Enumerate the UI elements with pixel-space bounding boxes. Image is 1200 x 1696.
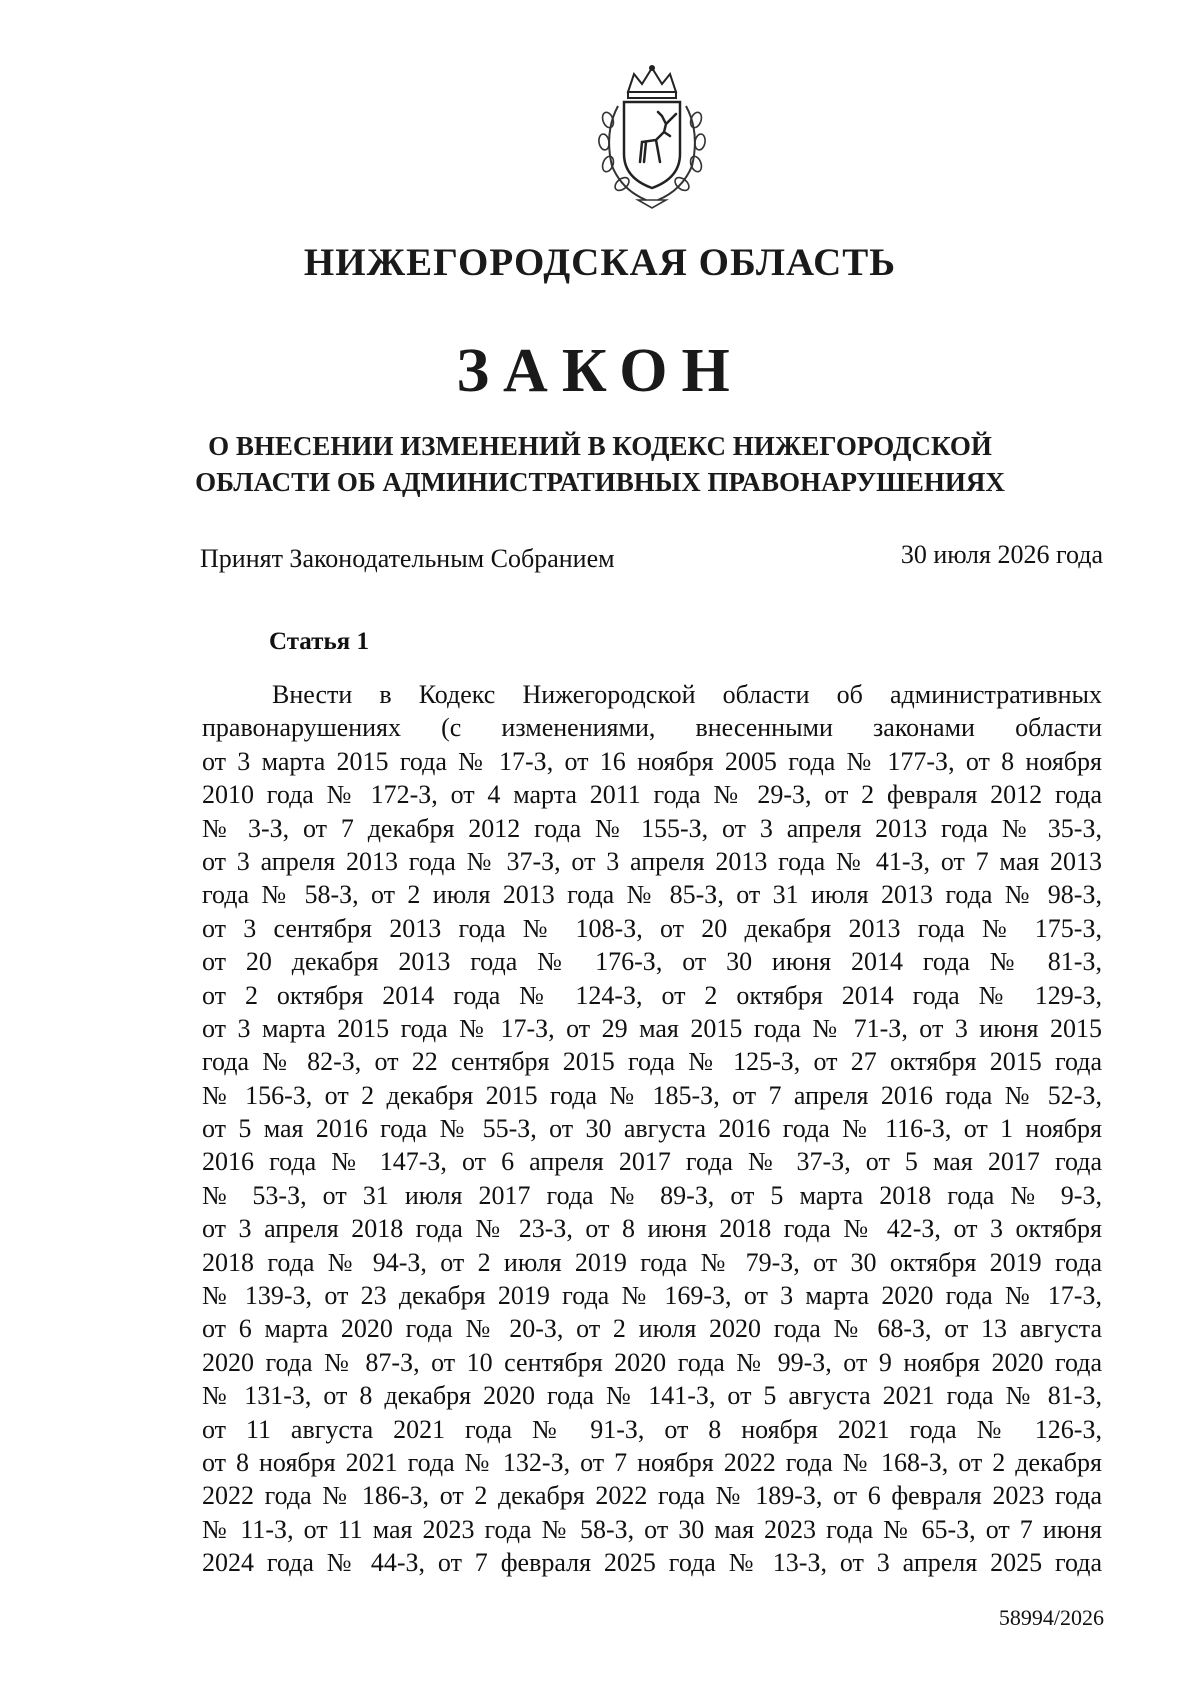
article-line: от 3 марта 2015 года № 17-З, от 16 ноября 2005 года № 177-З, от 8 ноября [202,746,1102,776]
document-type-title: ЗАКОН [456,337,744,405]
law-subject-line: ОБЛАСТИ ОБ АДМИНИСТРАТИВНЫХ ПРАВОНАРУШЕНИЯХ [195,467,1005,497]
article-line: правонарушениях (с изменениями, внесенными законами области [202,713,1102,743]
adoption-date: 30 июля 2026 года [900,540,1103,569]
article-line: 2016 года № 147-З, от 6 апреля 2017 года № 37-З, от 5 мая 2017 года [202,1147,1102,1177]
article-line: 2022 года № 186-З, от 2 декабря 2022 года № 189-З, от 6 февраля 2023 года [202,1481,1102,1511]
article-line: от 20 декабря 2013 года № 176-З, от 30 июня 2014 года № 81-З, [202,947,1102,977]
article-line: от 5 мая 2016 года № 55-З, от 30 августа 2016 года № 116-З, от 1 ноября [202,1114,1102,1144]
article-line: от 3 апреля 2018 года № 23-З, от 8 июня 2018 года № 42-З, от 3 октября [202,1214,1102,1244]
article-line: № 131-З, от 8 декабря 2020 года № 141-З, от 5 августа 2021 года № 81-З, [202,1381,1102,1411]
article-line: № 11-З, от 11 мая 2023 года № 58-З, от 30 мая 2023 года № 65-З, от 7 июня [202,1514,1102,1544]
article-line: от 8 ноября 2021 года № 132-З, от 7 ноября 2022 года № 168-З, от 2 декабря [202,1447,1102,1477]
article-line: от 3 марта 2015 года № 17-З, от 29 мая 2015 года № 71-З, от 3 июня 2015 [202,1013,1102,1043]
article-line: № 139-З, от 23 декабря 2019 года № 169-З, от 3 марта 2020 года № 17-З, [202,1281,1102,1311]
article-line: № 3-З, от 7 декабря 2012 года № 155-З, от 3 апреля 2013 года № 35-З, [202,813,1102,843]
article-line: года № 58-З, от 2 июля 2013 года № 85-З, от 31 июля 2013 года № 98-З, [202,880,1102,910]
region-title: НИЖЕГОРОДСКАЯ ОБЛАСТЬ [303,241,897,284]
article-line: 2010 года № 172-З, от 4 марта 2011 года № 29-З, от 2 февраля 2012 года [202,780,1102,810]
article-line: 2024 года № 44-З, от 7 февраля 2025 года № 13-З, от 3 апреля 2025 года [202,1548,1102,1578]
article-line: от 11 августа 2021 года № 91-З, от 8 ноября 2021 года № 126-З, [202,1414,1102,1444]
article-line: года № 82-З, от 22 сентября 2015 года № 125-З, от 27 октября 2015 года [202,1047,1102,1077]
article-line: от 3 апреля 2013 года № 37-З, от 3 апреля 2013 года № 41-З, от 7 мая 2013 [202,846,1102,876]
law-subject-title [0,428,1200,500]
article-line: Внести в Кодекс Нижегородской области об административных [272,680,1102,709]
article-line: 2020 года № 87-З, от 10 сентября 2020 года № 99-З, от 9 ноября 2020 года [202,1347,1102,1377]
document-number: 58994/2026 [998,1605,1104,1630]
article-heading: Статья 1 [269,628,369,655]
article-line: от 2 октября 2014 года № 124-З, от 2 октября 2014 года № 129-З, [202,980,1102,1010]
article-line: 2018 года № 94-З, от 2 июля 2019 года № 79-З, от 30 октября 2019 года [202,1247,1102,1277]
coat-of-arms-icon [582,62,722,210]
adopted-by-text: Принят Законодательным Собранием [200,544,615,573]
article-line: от 6 марта 2020 года № 20-З, от 2 июля 2020 года № 68-З, от 13 августа [202,1314,1102,1344]
article-body [202,678,1102,1580]
article-line: № 53-З, от 31 июля 2017 года № 89-З, от 5 марта 2018 года № 9-З, [202,1180,1102,1210]
law-subject-line: О ВНЕСЕНИИ ИЗМЕНЕНИЙ В КОДЕКС НИЖЕГОРОДСКОЙ [208,431,992,461]
article-line: от 3 сентября 2013 года № 108-З, от 20 декабря 2013 года № 175-З, [202,913,1102,943]
article-line: № 156-З, от 2 декабря 2015 года № 185-З, от 7 апреля 2016 года № 52-З, [202,1080,1102,1110]
